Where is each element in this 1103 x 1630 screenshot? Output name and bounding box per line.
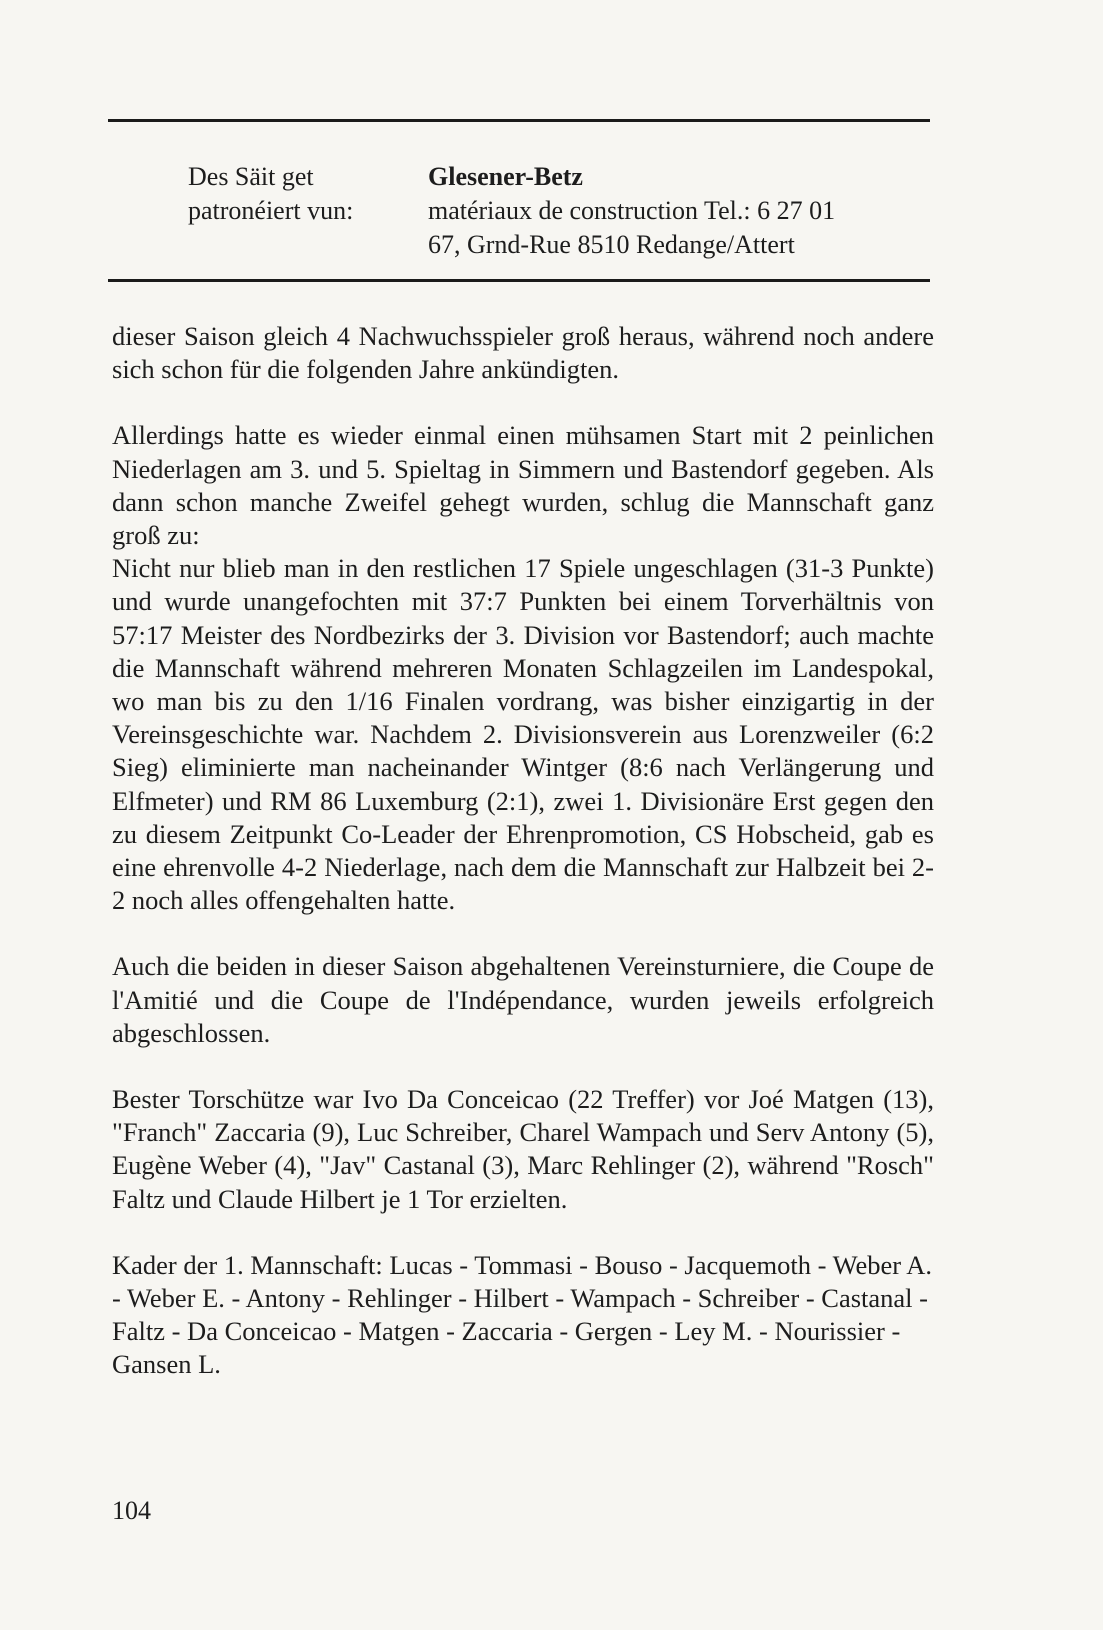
paragraph-intro: dieser Saison gleich 4 Nachwuchsspieler groß heraus, während noch andere sich schon für die folgenden Jahre ankündigten.: [112, 321, 934, 385]
paragraph-start: Allerdings hatte es wieder einmal einen mühsamen Start mit 2 peinlichen Niederlagen am 3. und 5. Spieltag in Simmern und Bastendorf gegeben. Als dann schon manche Zweifel gehegt wurden, schlug die Mannschaft ganz groß zu:: [112, 420, 934, 551]
sponsor-label-line1: Des Säit get: [188, 162, 314, 191]
sponsor-label: [188, 160, 418, 228]
sponsor-business-line: matériaux de construction Tel.: 6 27 01: [428, 196, 836, 225]
article-body: [112, 320, 934, 1382]
sponsor-name: Glesener-Betz: [428, 162, 583, 191]
page-number: 104: [112, 1496, 151, 1525]
sponsor-label-line2: patronéiert vun:: [188, 196, 354, 225]
sponsor-address-line: 67, Grnd-Rue 8510 Redange/Attert: [428, 230, 795, 259]
paragraph-top-scorers: Bester Torschütze war Ivo Da Conceicao (22 Treffer) vor Joé Matgen (13), "Franch" Zaccaria (9), Luc Schreiber, Charel Wampach und Serv Antony (5), Eugène Weber (4), "Jav" Castanal (3), Marc Rehlinger (2), während "Rosch" Faltz und Claude Hilbert je 1 Tor erzielten.: [112, 1084, 934, 1214]
bottom-divider-rule: [108, 279, 930, 282]
top-divider-rule: [108, 119, 930, 122]
paragraph-tournaments: Auch die beiden in dieser Saison abgehaltenen Vereinsturniere, die Coupe de l'Amitié und die Coupe de l'Indépendance, wurden jeweils erfolgreich abgeschlossen.: [112, 951, 934, 1048]
sponsor-info: [428, 160, 948, 262]
paragraph-season-results: Nicht nur blieb man in den restlichen 17 Spiele ungeschlagen (31-3 Punkte) und wurde unangefochten mit 37:7 Punkten bei einem Torverhältnis von 57:17 Meister des Nordbezirks der 3. Division vor Bastendorf; auch machte die Mannschaft während mehreren Monaten Schlagzeilen im Landespokal, wo man bis zu den 1/16 Finalen vordrang, was bisher einzigartig in der Vereinsgeschichte war. Nachdem 2. Divisionsverein aus Lorenzweiler (6:2 Sieg) eliminierte man nacheinander Wintger (8:6 nach Verlängerung und Elfmeter) und RM 86 Luxemburg (2:1), zwei 1. Divisionäre Erst gegen den zu diesem Zeitpunkt Co-Leader der Ehrenpromotion, CS Hobscheid, gab es eine ehrenvolle 4-2 Niederlage, nach dem die Mannschaft zur Halbzeit bei 2-2 noch alles offengehalten hatte.: [112, 553, 934, 916]
paragraph-squad: Kader der 1. Mannschaft: Lucas - Tommasi - Bouso - Jacquemoth - Weber A. - Weber E. - Antony - Rehlinger - Hilbert - Wampach - Schreiber - Castanal - Faltz - Da Conceicao - Matgen - Zaccaria - Gergen - Ley M. - Nourissier - Gansen L.: [112, 1249, 932, 1380]
